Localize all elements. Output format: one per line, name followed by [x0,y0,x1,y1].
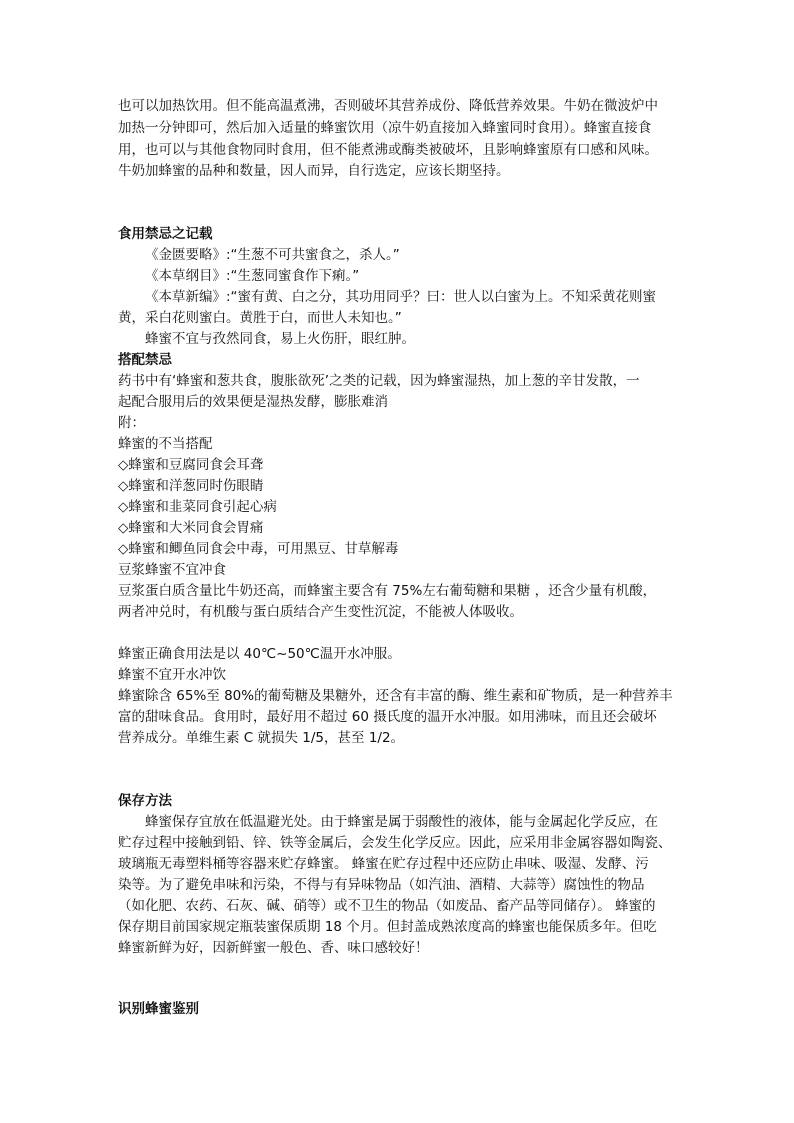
list-item: ◇蜂蜜和鲫鱼同食会中毒，可用黑豆、甘草解毒 [118,541,399,557]
paragraph-line: 牛奶加蜂蜜的品种和数量，因人而异，自行选定，应该长期坚持。 [118,163,510,179]
paragraph-line: 染等。为了避免串味和污染，不得与有异味物品（如汽油、酒精、大蒜等）腐蚀性的物品 [118,877,645,893]
paragraph-line: 两者冲兑时，有机酸与蛋白质结合产生变性沉淀，不能被人体吸收。 [118,604,523,620]
paragraph-line: 保存期目前国家规定瓶装蜜保质期 18 个月。但封盖成熟浓度高的蜂蜜也能保质多年。但吃 [118,919,657,935]
paragraph-line: 蜂蜜不宜与孜然同食，易上火伤肝，眼红肿。 [145,331,415,347]
paragraph-line: 蜂蜜不宜开水冲饮 [118,667,226,683]
paragraph-line: 蜂蜜正确食用法是以 40℃~50℃温开水冲服。 [118,646,401,662]
list-item: ◇蜂蜜和大米同食会胃痛 [118,520,264,536]
paragraph-line: 豆浆蛋白质含量比牛奶还高，而蜂蜜主要含有 75%左右葡萄糖和果糖 ，还含少量有机酸， [118,583,657,599]
paragraph-line: 玻璃瓶无毒塑料桶等容器来贮存蜂蜜。 蜂蜜在贮存过程中还应防止串味、吸湿、发酵、污 [118,856,649,872]
paragraph-line: 营养成分。单维生素 C 就损失 1/5，甚至 1/2。 [118,730,405,746]
quote-line: 《本草纲目》:“生葱同蜜食作下痢。” [145,268,360,284]
section-heading-taboo: 食用禁忌之记载 [118,226,213,242]
list-item: ◇蜂蜜和韭菜同食引起心病 [118,499,277,515]
paragraph-line: 富的甜味食品。食用时，最好用不超过 60 摄氏度的温开水冲服。如用沸味，而且还会破坏 [118,709,657,725]
paragraph-line: 起配合服用后的效果便是湿热发酵，膨胀难消 [118,394,388,410]
section-heading-identify: 识别蜂蜜鉴别 [118,1001,199,1017]
paragraph-line: 附： [118,415,145,431]
paragraph-line: 用，也可以与其他食物同时食用，但不能煮沸或酶类被破坏，且影响蜂蜜原有口感和风味。 [118,142,658,158]
paragraph-line: 蜂蜜除含 65%至 80%的葡萄糖及果糖外，还含有丰富的酶、维生素和矿物质，是一种营养丰 [118,688,673,704]
list-item: ◇蜂蜜和豆腐同食会耳聋 [118,457,264,473]
paragraph-line: 豆浆蜂蜜不宜冲食 [118,562,226,578]
paragraph-line: 也可以加热饮用。但不能高温煮沸，否则破坏其营养成份、降低营养效果。牛奶在微波炉中 [118,98,658,114]
section-heading-pairing: 搭配禁忌 [118,352,172,368]
quote-line: 《本草新编》:“蜜有黄、白之分，其功用同乎？曰：世人以白蜜为上。不知采黄花则蜜 [145,289,657,305]
paragraph-line: （如化肥、农药、石灰、碱、硝等）或不卫生的物品（如废品、畜产品等同储存）。 蜂蜜的 [118,898,656,914]
section-heading-storage: 保存方法 [118,793,172,809]
paragraph-line: 贮存过程中接触到铅、锌、铁等金属后，会发生化学反应。因此，应采用非金属容器如陶瓷、 [118,835,672,851]
quote-line: 黄，采白花则蜜白。黄胜于白，而世人未知也。” [118,310,402,326]
paragraph-line: 蜂蜜保存宜放在低温避光处。由于蜂蜜是属于弱酸性的液体，能与金属起化学反应，在 [145,814,658,830]
list-item: ◇蜂蜜和洋葱同时伤眼睛 [118,478,264,494]
paragraph-line: 药书中有‘蜂蜜和葱共食，腹胀欲死’之类的记载，因为蜂蜜湿热，加上葱的辛甘发散，一 [118,373,640,389]
paragraph-line: 蜂蜜新鲜为好，因新鲜蜜一般色、香、味口感较好！ [118,940,429,956]
quote-line: 《金匮要略》:“生葱不可共蜜食之，杀人。” [145,247,400,263]
paragraph-line: 蜂蜜的不当搭配 [118,436,213,452]
paragraph-line: 加热一分钟即可，然后加入适量的蜂蜜饮用（凉牛奶直接加入蜂蜜同时食用）。蜂蜜直接食 [118,120,652,136]
